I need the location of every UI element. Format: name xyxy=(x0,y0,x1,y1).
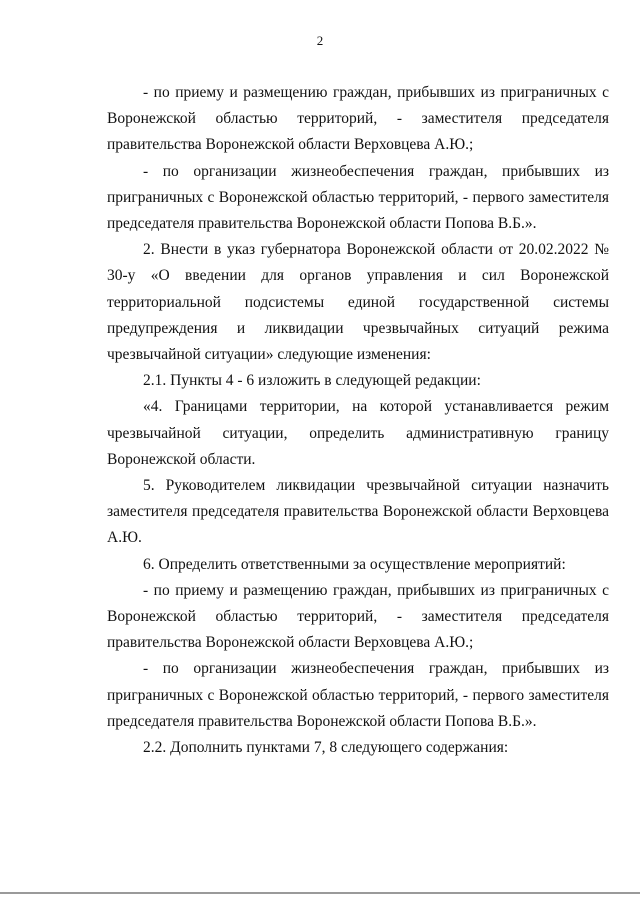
page-number: 2 xyxy=(316,33,324,48)
paragraph-life-support-first-deputy: - по организации жизнеобеспечения граждан, прибывших из приграничных с Воронежской областью территорий, - первого заместителя председателя правительства Воронежской области Попова В.Б.». xyxy=(107,162,609,233)
paragraph-item-6-reception: - по приему и размещению граждан, прибывших из приграничных с Воронежской областью территорий, - заместителя председателя правительства Воронежской области Верховцева А.Ю.; xyxy=(107,581,609,652)
paragraph-item-6-responsible: 6. Определить ответственными за осуществление мероприятий: xyxy=(143,555,566,573)
paragraph-2-2: 2.2. Дополнить пунктами 7, 8 следующего содержания: xyxy=(143,739,509,757)
document-body xyxy=(107,80,609,761)
paragraph-2-1: 2.1. Пункты 4 - 6 изложить в следующей редакции: xyxy=(143,372,481,390)
paragraph-reception-deputy: - по приему и размещению граждан, прибывших из приграничных с Воронежской областью территорий, - заместителя председателя правительства Воронежской области Верховцева А.Ю.; xyxy=(107,84,609,154)
paragraph-item-4-borders: «4. Границами территории, на которой устанавливается режим чрезвычайной ситуации, определить административную границу Воронежской области. xyxy=(107,398,609,468)
paragraph-item-6-life-support: - по организации жизнеобеспечения граждан, прибывших из приграничных с Воронежской областью территорий, - первого заместителя председателя правительства Воронежской области Попова В.Б.». xyxy=(107,660,609,730)
paragraph-amend-decree: 2. Внести в указ губернатора Воронежской области от 20.02.2022 № 30-у «О введении для органов управления и сил Воронежской территориальной подсистемы единой государственной системы предупреждения и ликвидации чрезвычайных ситуаций режима чрезвычайной ситуации» следующие изменения: xyxy=(107,241,609,364)
paragraph-item-5-head: 5. Руководителем ликвидации чрезвычайной ситуации назначить заместителя председателя правительства Воронежской области Верховцева А.Ю. xyxy=(107,477,609,547)
scan-bottom-edge xyxy=(0,892,640,894)
